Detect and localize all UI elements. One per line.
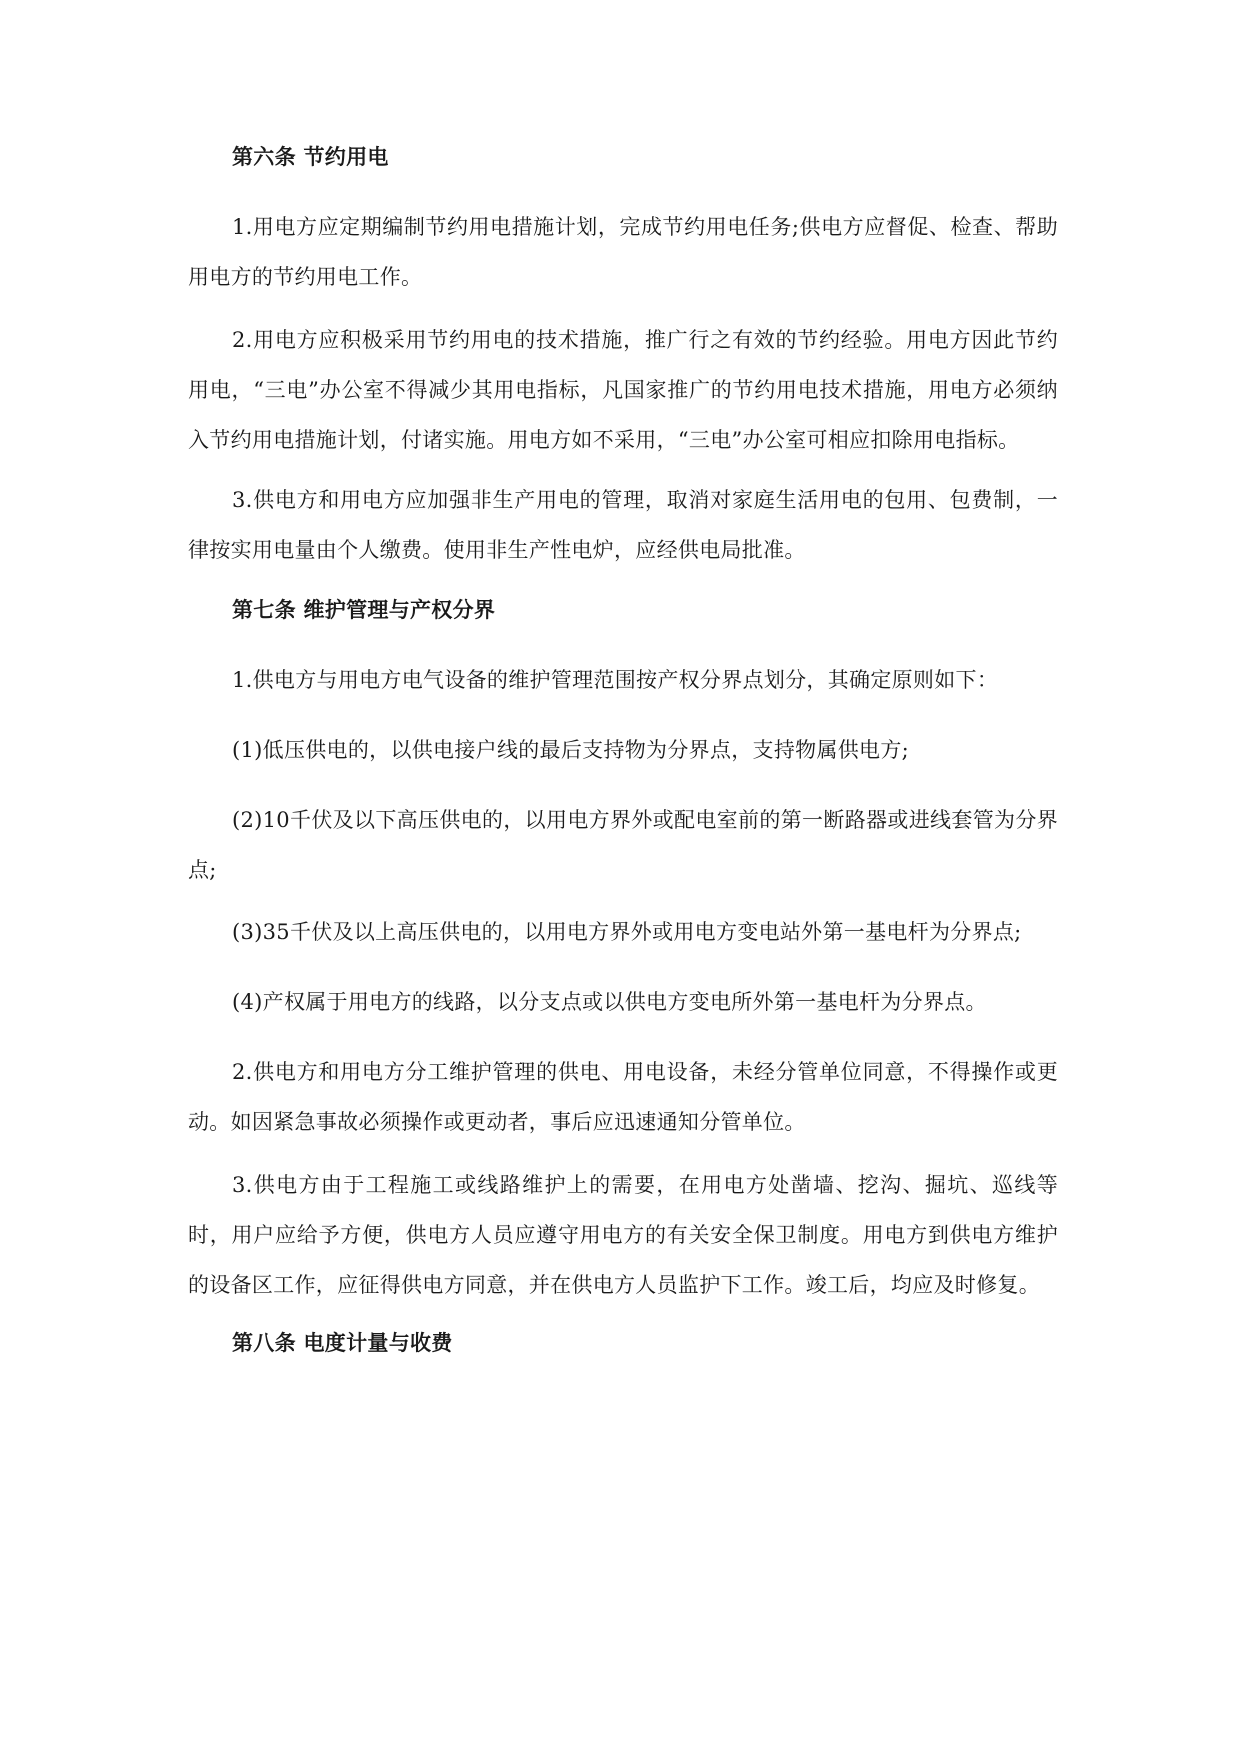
article-6-paragraph-3: 3.供电方和用电方应加强非生产用电的管理，取消对家庭生活用电的包用、包费制，一律按实用电量由个人缴费。使用非生产性电炉，应经供电局批准。 bbox=[188, 488, 1058, 562]
article-7-paragraph-2: 2.供电方和用电方分工维护管理的供电、用电设备，未经分管单位同意，不得操作或更动。如因紧急事故必须操作或更动者，事后应迅速通知分管单位。 bbox=[188, 1060, 1058, 1134]
article-6-paragraph-2: 2.用电方应积极采用节约用电的技术措施，推广行之有效的节约经验。用电方因此节约用电，“三电”办公室不得减少其用电指标，凡国家推广的节约用电技术措施，用电方必须纳入节约用电措施计划，付诸实施。用电方如不采用，“三电”办公室可相应扣除用电指标。 bbox=[188, 328, 1058, 452]
article-7-paragraph-3: 3.供电方由于工程施工或线路维护上的需要，在用电方处凿墙、挖沟、掘坑、巡线等时，用户应给予方便，供电方人员应遵守用电方的有关安全保卫制度。用电方到供电方维护的设备区工作，应征得供电方同意，并在供电方人员监护下工作。竣工后，均应及时修复。 bbox=[188, 1173, 1058, 1297]
article-7-item-3: (3)35千伏及以上高压供电的，以用电方界外或用电方变电站外第一基电杆为分界点; bbox=[232, 920, 1022, 944]
article-7-item-4: (4)产权属于用电方的线路，以分支点或以供电方变电所外第一基电杆为分界点。 bbox=[232, 990, 987, 1014]
article-8-heading: 第八条 电度计量与收费 bbox=[232, 1330, 453, 1355]
article-7-heading: 第七条 维护管理与产权分界 bbox=[232, 597, 496, 622]
article-7-paragraph-1: 1.供电方与用电方电气设备的维护管理范围按产权分界点划分，其确定原则如下： bbox=[232, 668, 999, 692]
article-7-item-2: (2)10千伏及以下高压供电的，以用电方界外或配电室前的第一断路器或进线套管为分界点; bbox=[188, 808, 1058, 882]
article-6-heading: 第六条 节约用电 bbox=[232, 144, 389, 169]
article-6-paragraph-1: 1.用电方应定期编制节约用电措施计划，完成节约用电任务;供电方应督促、检查、帮助用电方的节约用电工作。 bbox=[188, 215, 1058, 289]
article-7-item-1: (1)低压供电的，以供电接户线的最后支持物为分界点，支持物属供电方; bbox=[232, 738, 910, 762]
